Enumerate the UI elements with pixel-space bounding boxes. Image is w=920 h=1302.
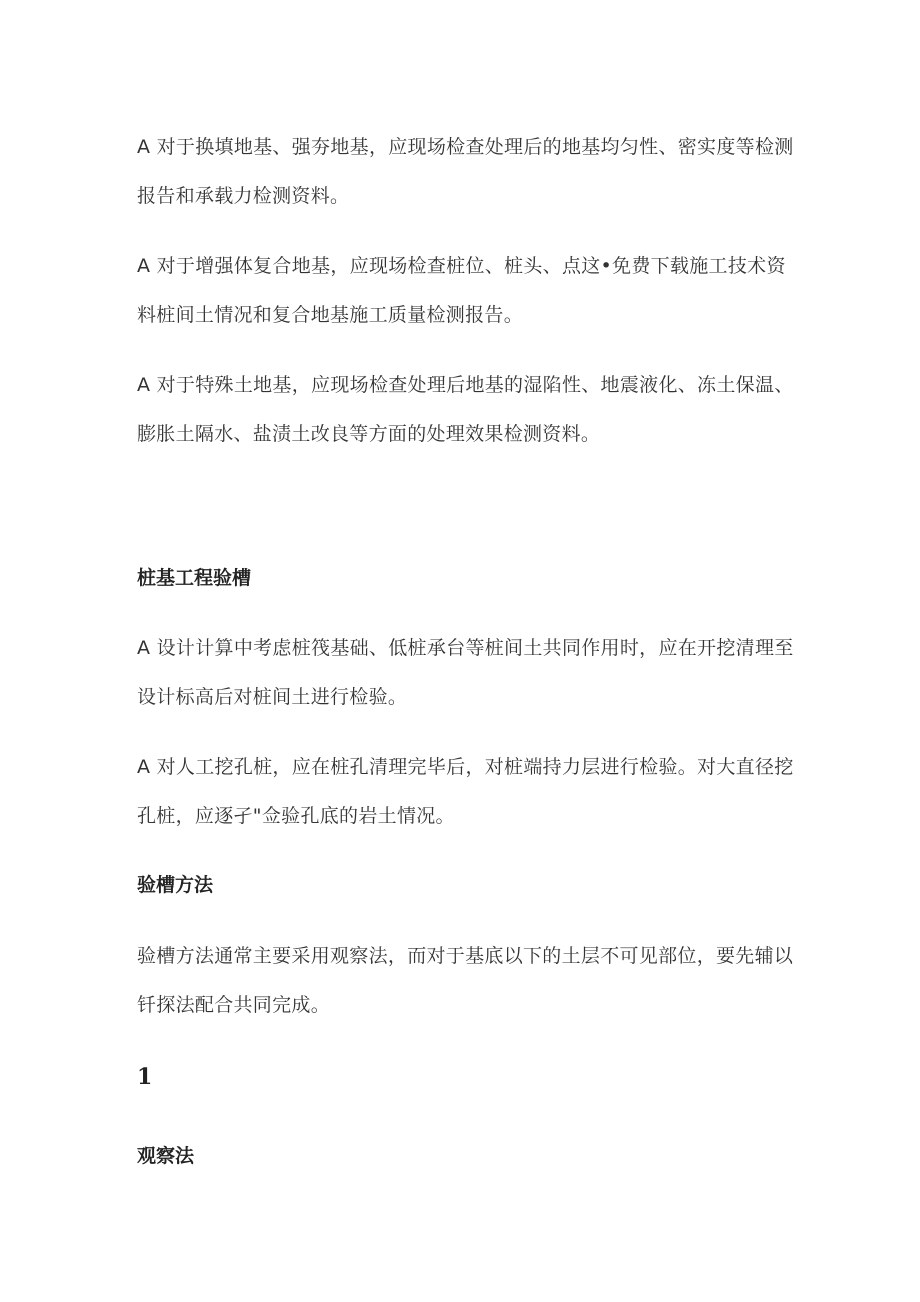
heading-observation-method: 观察法 — [137, 1145, 195, 1167]
paragraph-special-soil: A 对于特殊土地基，应现场检查处理后地基的湿陷性、地震液化、冻土保温、膨胀土隔水、盐渍土改良等方面的处理效果检测资料。 — [137, 374, 794, 445]
heading-inspection-method: 验槽方法 — [137, 874, 214, 896]
paragraph-inspection-method: 验槽方法通常主要采用观察法，而对于基底以下的土层不可见部位，要先辅以钎探法配合共同完成。 — [137, 945, 794, 1016]
paragraph-foundation-replacement: A 对于换填地基、强夯地基，应现场检查处理后的地基均匀性、密实度等检测报告和承载力检测资料。 — [137, 136, 794, 207]
heading-pile-inspection: 桩基工程验槽 — [137, 567, 252, 589]
paragraph-manual-pile: A 对人工挖孔桩，应在桩孔清理完毕后，对桩端持力层进行检验。对大直径挖孔桩，应逐孑"佥验孔底的岩土情况。 — [137, 756, 794, 827]
paragraph-composite-foundation: A 对于增强体复合地基，应现场检查桩位、桩头、点这•免费下载施工技术资料桩间土情况和复合地基施工质量检测报告。 — [137, 255, 786, 326]
section-number: 1 — [137, 1064, 153, 1090]
paragraph-pile-soil: A 设计计算中考虑桩筏基础、低桩承台等桩间土共同作用时，应在开挖清理至设计标高后对桩间土进行检验。 — [137, 637, 794, 708]
